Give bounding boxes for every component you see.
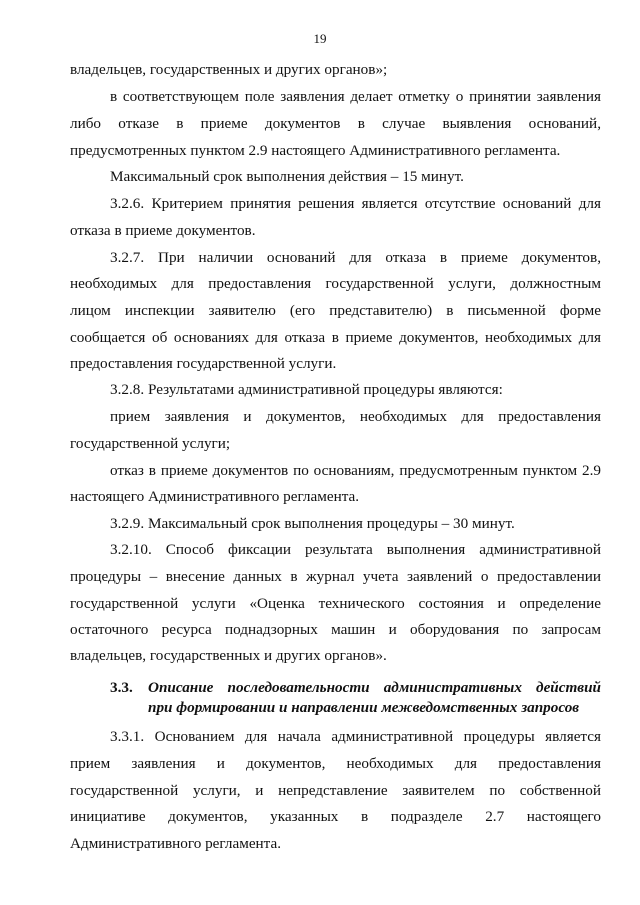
text-line: Максимальный срок выполнения действия – 15 минут. xyxy=(110,168,464,185)
section-heading: Описание последовательности административных действий xyxy=(148,679,601,696)
text-line: 3.2.8. Результатами административной процедуры являются: xyxy=(110,381,503,398)
text-line: либо отказе в приеме документов в случае выявления оснований, xyxy=(70,115,601,132)
text-line: владельцев, государственных и других органов». xyxy=(70,647,387,664)
text-line: прием заявления и документов, необходимых для предоставления xyxy=(70,755,601,772)
text-line: 3.2.7. При наличии оснований для отказа в приеме документов, xyxy=(110,249,601,266)
text-line: государственной услуги «Оценка технического состояния и определение xyxy=(70,595,601,612)
text-line: инициативе документов, указанных в подразделе 2.7 настоящего xyxy=(70,808,601,825)
text-line: предусмотренных пунктом 2.9 настоящего Административного регламента. xyxy=(70,142,561,159)
text-line: процедуры – внесение данных в журнал учета заявлений о предоставлении xyxy=(70,568,601,585)
text-line: необходимых для предоставления государственной услуги, должностным xyxy=(70,275,601,292)
text-line: настоящего Административного регламента. xyxy=(70,488,360,505)
text-line: государственной услуги, и непредставление заявителем по собственной xyxy=(70,782,601,799)
text-line: Административного регламента. xyxy=(70,835,282,852)
text-line: лицом инспекции заявителю (его представителю) в письменной форме xyxy=(70,302,601,319)
text-line: остаточного ресурса поднадзорных машин и оборудования по запросам xyxy=(70,621,601,638)
page-number: 19 xyxy=(313,31,327,46)
text-line: 3.3.1. Основанием для начала административной процедуры является xyxy=(110,728,601,745)
text-line: предоставления государственной услуги. xyxy=(70,355,337,372)
text-line: сообщается об основаниях для отказа в приеме документов, необходимых для xyxy=(70,329,601,346)
text-line: в соответствующем поле заявления делает отметку о принятии заявления xyxy=(110,88,601,105)
text-line: 3.2.10. Способ фиксации результата выполнения административной xyxy=(110,541,601,558)
text-line: отказа в приеме документов. xyxy=(70,222,256,239)
section-heading: при формировании и направлении межведомственных запросов xyxy=(148,699,580,716)
text-line: прием заявления и документов, необходимых для предоставления xyxy=(110,408,601,425)
section-number: 3.3. xyxy=(110,679,133,696)
text-line: 3.2.6. Критерием принятия решения является отсутствие оснований для xyxy=(110,195,601,212)
text-line: государственной услуги; xyxy=(70,435,231,452)
text-line: 3.2.9. Максимальный срок выполнения процедуры – 30 минут. xyxy=(110,515,515,532)
text-line: отказ в приеме документов по основаниям, предусмотренным пунктом 2.9 xyxy=(110,462,601,479)
text-line: владельцев, государственных и других органов»; xyxy=(70,61,388,78)
